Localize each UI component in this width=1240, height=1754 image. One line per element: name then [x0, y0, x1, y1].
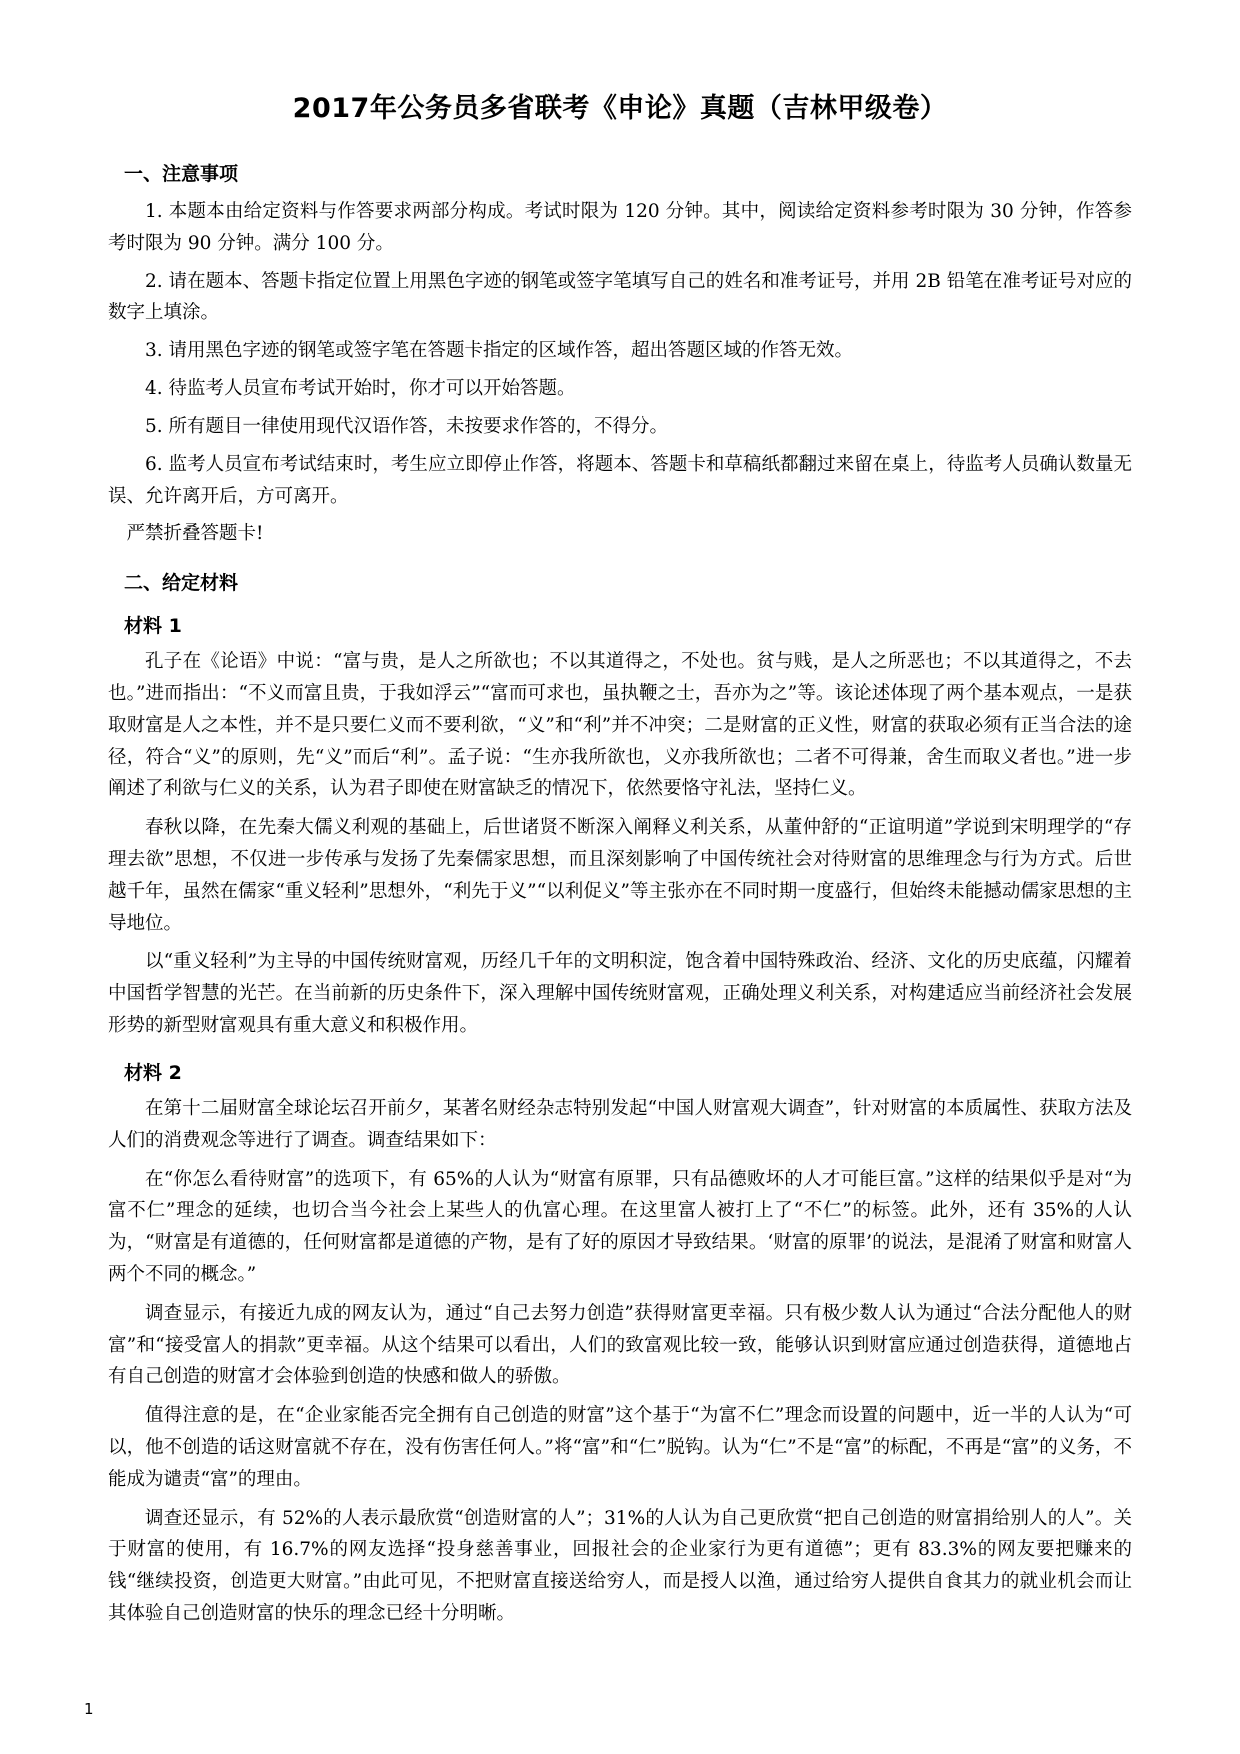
material-label: 材料 1: [124, 615, 182, 638]
page-number: 1: [84, 1700, 94, 1718]
material-paragraph: 调查还显示，有 52%的人表示最欣赏“创造财富的人”；31%的人认为自己更欣赏“把自己创造的财富捐给别人的人”。关于财富的使用，有 16.7%的网友选择“投身慈善事业，回报社会的企业家行为更有道德”；更有 83.3%的网友要把赚来的钱“继续投资，创造更大财富。”由此可见，不把财富直接送给穷人，而是授人以渔，通过给穷人提供自食其力的就业机会而让其体验自己创造财富的快乐的理念已经十分明晰。: [108, 1507, 1132, 1625]
notice-warning: 严禁折叠答题卡!: [126, 523, 264, 545]
material-paragraph: 调查显示，有接近九成的网友认为，通过“自己去努力创造”获得财富更幸福。只有极少数人认为通过“合法分配他人的财富”和“接受富人的捐款”更幸福。从这个结果可以看出，人们的致富观比较一致，能够认识到财富应通过创造获得，道德地占有自己创造的财富才会体验到创造的快感和做人的骄傲。: [108, 1302, 1132, 1388]
material-paragraph: 以“重义轻利”为主导的中国传统财富观，历经几千年的文明积淀，饱含着中国特殊政治、经济、文化的历史底蕴，闪耀着中国哲学智慧的光芒。在当前新的历史条件下，深入理解中国传统财富观，正确处理义利关系，对构建适应当前经济社会发展形势的新型财富观具有重大意义和积极作用。: [108, 951, 1132, 1037]
material-1: [108, 611, 1132, 1042]
notice-item: 4. 待监考人员宣布考试开始时，你才可以开始答题。: [145, 378, 576, 400]
material-paragraph: 值得注意的是，在“企业家能否完全拥有自己创造的财富”这个基于“为富不仁”理念而设置的问题中，近一半的人认为“可以，他不创造的话这财富就不存在，没有伤害任何人。”将“富”和“仁”脱钩。认为“仁”不是“富”的标配，不再是“富”的义务，不能成为谴责“富”的理由。: [108, 1405, 1132, 1490]
page-title: 2017年公务员多省联考《申论》真题（吉林甲级卷）: [292, 93, 948, 124]
notice-item: 6. 监考人员宣布考试结束时，考生应立即停止作答，将题本、答题卡和草稿纸都翻过来留在桌上，待监考人员确认数量无误、允许离开后，方可离开。: [108, 453, 1132, 507]
section-materials: [108, 568, 1132, 1630]
material-2: [108, 1058, 1132, 1630]
notice-item: 3. 请用黑色字迹的钢笔或签字笔在答题卡指定的区域作答，超出答题区域的作答无效。: [145, 340, 854, 362]
material-label: 材料 2: [124, 1061, 182, 1084]
section-heading-materials: 二、给定材料: [124, 572, 239, 595]
notice-item: 2. 请在题本、答题卡指定位置上用黑色字迹的钢笔或签字笔填写自己的姓名和准考证号，并用 2B 铅笔在准考证号对应的数字上填涂。: [108, 270, 1132, 324]
material-paragraph: 在第十二届财富全球论坛召开前夕，某著名财经杂志特别发起“中国人财富观大调查”，针对财富的本质属性、获取方法及人们的消费观念等进行了调查。调查结果如下：: [108, 1097, 1132, 1151]
material-paragraph: 在“你怎么看待财富”的选项下，有 65%的人认为“财富有原罪，只有品德败坏的人才可能巨富。”这样的结果似乎是对“为富不仁”理念的延续，也切合当今社会上某些人的仇富心理。在这里富人被打上了“不仁”的标签。此外，还有 35%的人认为，“财富是有道德的，任何财富都是道德的产物，是有了好的原因才导致结果。‘财富的原罪’的说法，是混淆了财富和财富人两个不同的概念。”: [108, 1168, 1132, 1285]
material-paragraph: 春秋以降，在先秦大儒义利观的基础上，后世诸贤不断深入阐释义利关系，从董仲舒的“正谊明道”学说到宋明理学的“存理去欲”思想，不仅进一步传承与发扬了先秦儒家思想，而且深刻影响了中国传统社会对待财富的思维理念与行为方式。后世越千年，虽然在儒家“重义轻利”思想外，“利先于义”“以利促义”等主张亦在不同时期一度盛行，但始终未能撼动儒家思想的主导地位。: [108, 817, 1132, 934]
material-paragraph: 孔子在《论语》中说：“富与贵，是人之所欲也；不以其道得之，不处也。贫与贱，是人之所恶也；不以其道得之，不去也。”进而指出：“不义而富且贵，于我如浮云”“富而可求也，虽执鞭之士，吾亦为之”等。该论述体现了两个基本观点，一是获取财富是人之本性，并不是只要仁义而不要利欲，“义”和“利”并不冲突；二是财富的正义性，财富的获取必须有正当合法的途径，符合“义”的原则，先“义”而后“利”。孟子说：“生亦我所欲也，义亦我所欲也；二者不可得兼，舍生而取义者也。”进一步阐述了利欲与仁义的关系，认为君子即使在财富缺乏的情况下，依然要恪守礼法，坚持仁义。: [108, 651, 1132, 800]
section-notice: [108, 159, 1132, 550]
section-heading-notice: 一、注意事项: [124, 163, 239, 185]
notice-list: [108, 196, 1132, 550]
notice-item: 5. 所有题目一律使用现代汉语作答，未按要求作答的，不得分。: [145, 415, 669, 437]
notice-item: 1. 本题本由给定资料与作答要求两部分构成。考试时限为 120 分钟。其中，阅读给定资料参考时限为 30 分钟，作答参考时限为 90 分钟。满分 100 分。: [108, 201, 1132, 254]
